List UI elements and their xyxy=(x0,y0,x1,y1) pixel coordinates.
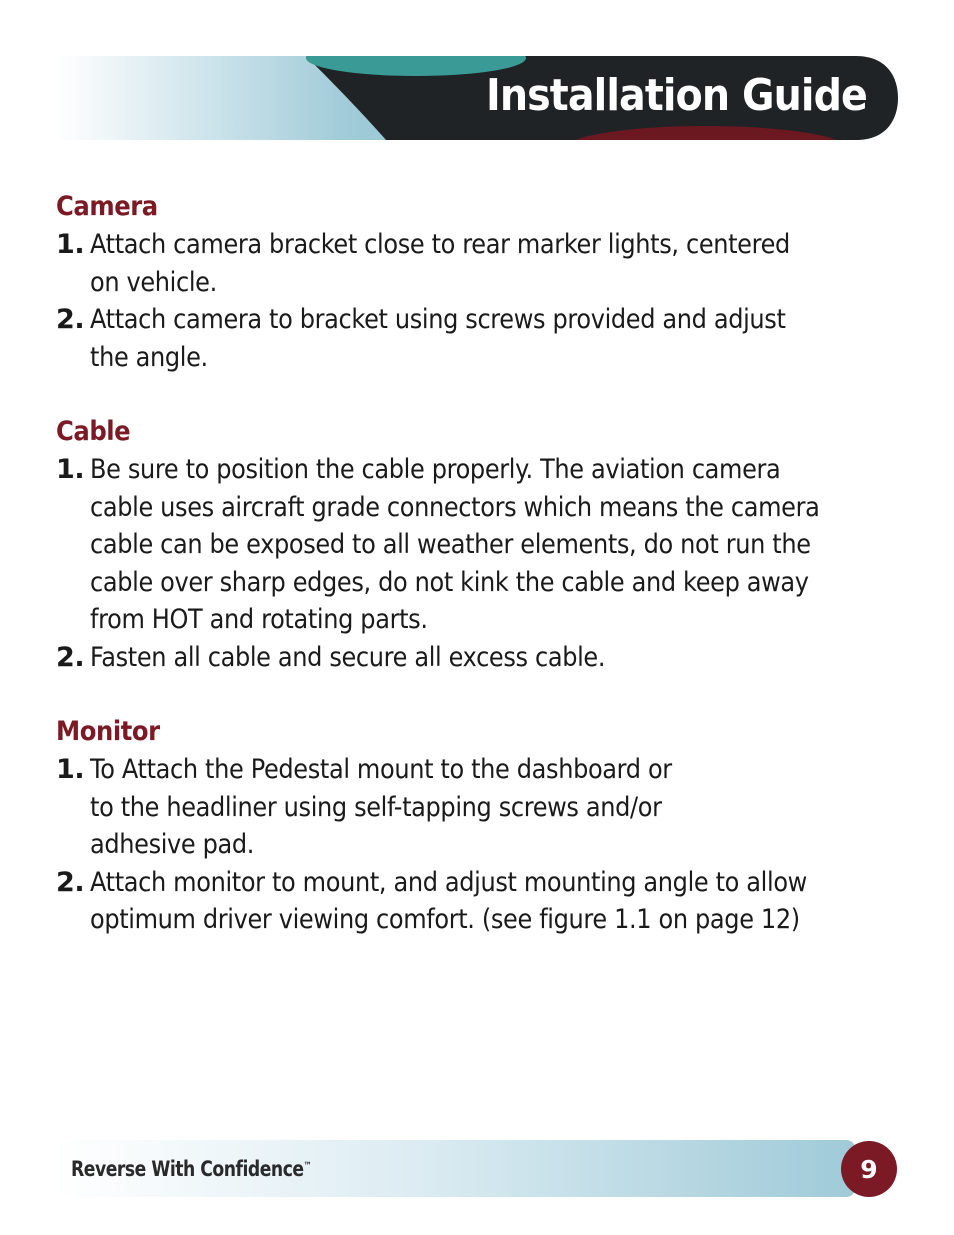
section-monitor xyxy=(56,713,896,939)
footer-brand xyxy=(71,1154,311,1184)
item-line: Be sure to position the cable properly. The aviation camera xyxy=(90,454,781,485)
page-number: 9 xyxy=(841,1141,897,1197)
section-title: Cable xyxy=(56,416,131,447)
list-item xyxy=(56,451,896,639)
list-item xyxy=(56,639,896,677)
footer-brand-text: Reverse With Confidence xyxy=(71,1157,304,1181)
item-line: To Attach the Pedestal mount to the dashboard or xyxy=(90,754,672,785)
item-line: to the headliner using self-tapping screws and/or xyxy=(90,791,662,823)
list-item xyxy=(56,864,896,939)
section-title: Camera xyxy=(56,191,158,222)
item-number: 1. xyxy=(56,454,85,485)
item-number: 1. xyxy=(56,754,85,785)
list-item xyxy=(56,226,896,301)
page-footer xyxy=(56,1140,898,1197)
item-line: cable can be exposed to all weather elements, do not run the xyxy=(90,529,811,560)
item-text xyxy=(90,639,807,677)
section-camera xyxy=(56,188,896,376)
item-number: 2. xyxy=(56,866,85,898)
item-line: Attach monitor to mount, and adjust mounting angle to allow xyxy=(90,866,807,898)
page-title: Installation Guide xyxy=(486,70,867,121)
item-number: 1. xyxy=(56,229,85,260)
section-cable xyxy=(56,413,896,676)
item-number: 2. xyxy=(56,304,85,335)
section-title: Monitor xyxy=(56,716,160,747)
item-text xyxy=(90,864,807,939)
item-text xyxy=(90,451,819,639)
item-line: the angle. xyxy=(90,341,208,373)
item-line: Attach camera to bracket using screws provided and adjust xyxy=(90,304,786,335)
list-item xyxy=(56,751,896,864)
item-line: cable over sharp edges, do not kink the cable and keep away xyxy=(90,566,809,598)
item-text xyxy=(90,751,807,864)
item-line: adhesive pad. xyxy=(90,829,255,860)
item-line: on vehicle. xyxy=(90,266,217,298)
page-header xyxy=(56,56,898,140)
item-text xyxy=(90,226,807,301)
item-line: cable uses aircraft grade connectors which means the camera xyxy=(90,491,820,523)
trademark-symbol: ™ xyxy=(303,1161,312,1172)
item-number: 2. xyxy=(56,641,85,673)
item-line: Attach camera bracket close to rear marker lights, centered xyxy=(90,229,790,260)
item-line: from HOT and rotating parts. xyxy=(90,604,428,635)
content xyxy=(56,188,896,976)
item-line: Fasten all cable and secure all excess cable. xyxy=(90,641,606,673)
item-text xyxy=(90,301,807,376)
item-line: optimum driver viewing comfort. (see figure 1.1 on page 12) xyxy=(90,904,800,935)
list-item xyxy=(56,301,896,376)
